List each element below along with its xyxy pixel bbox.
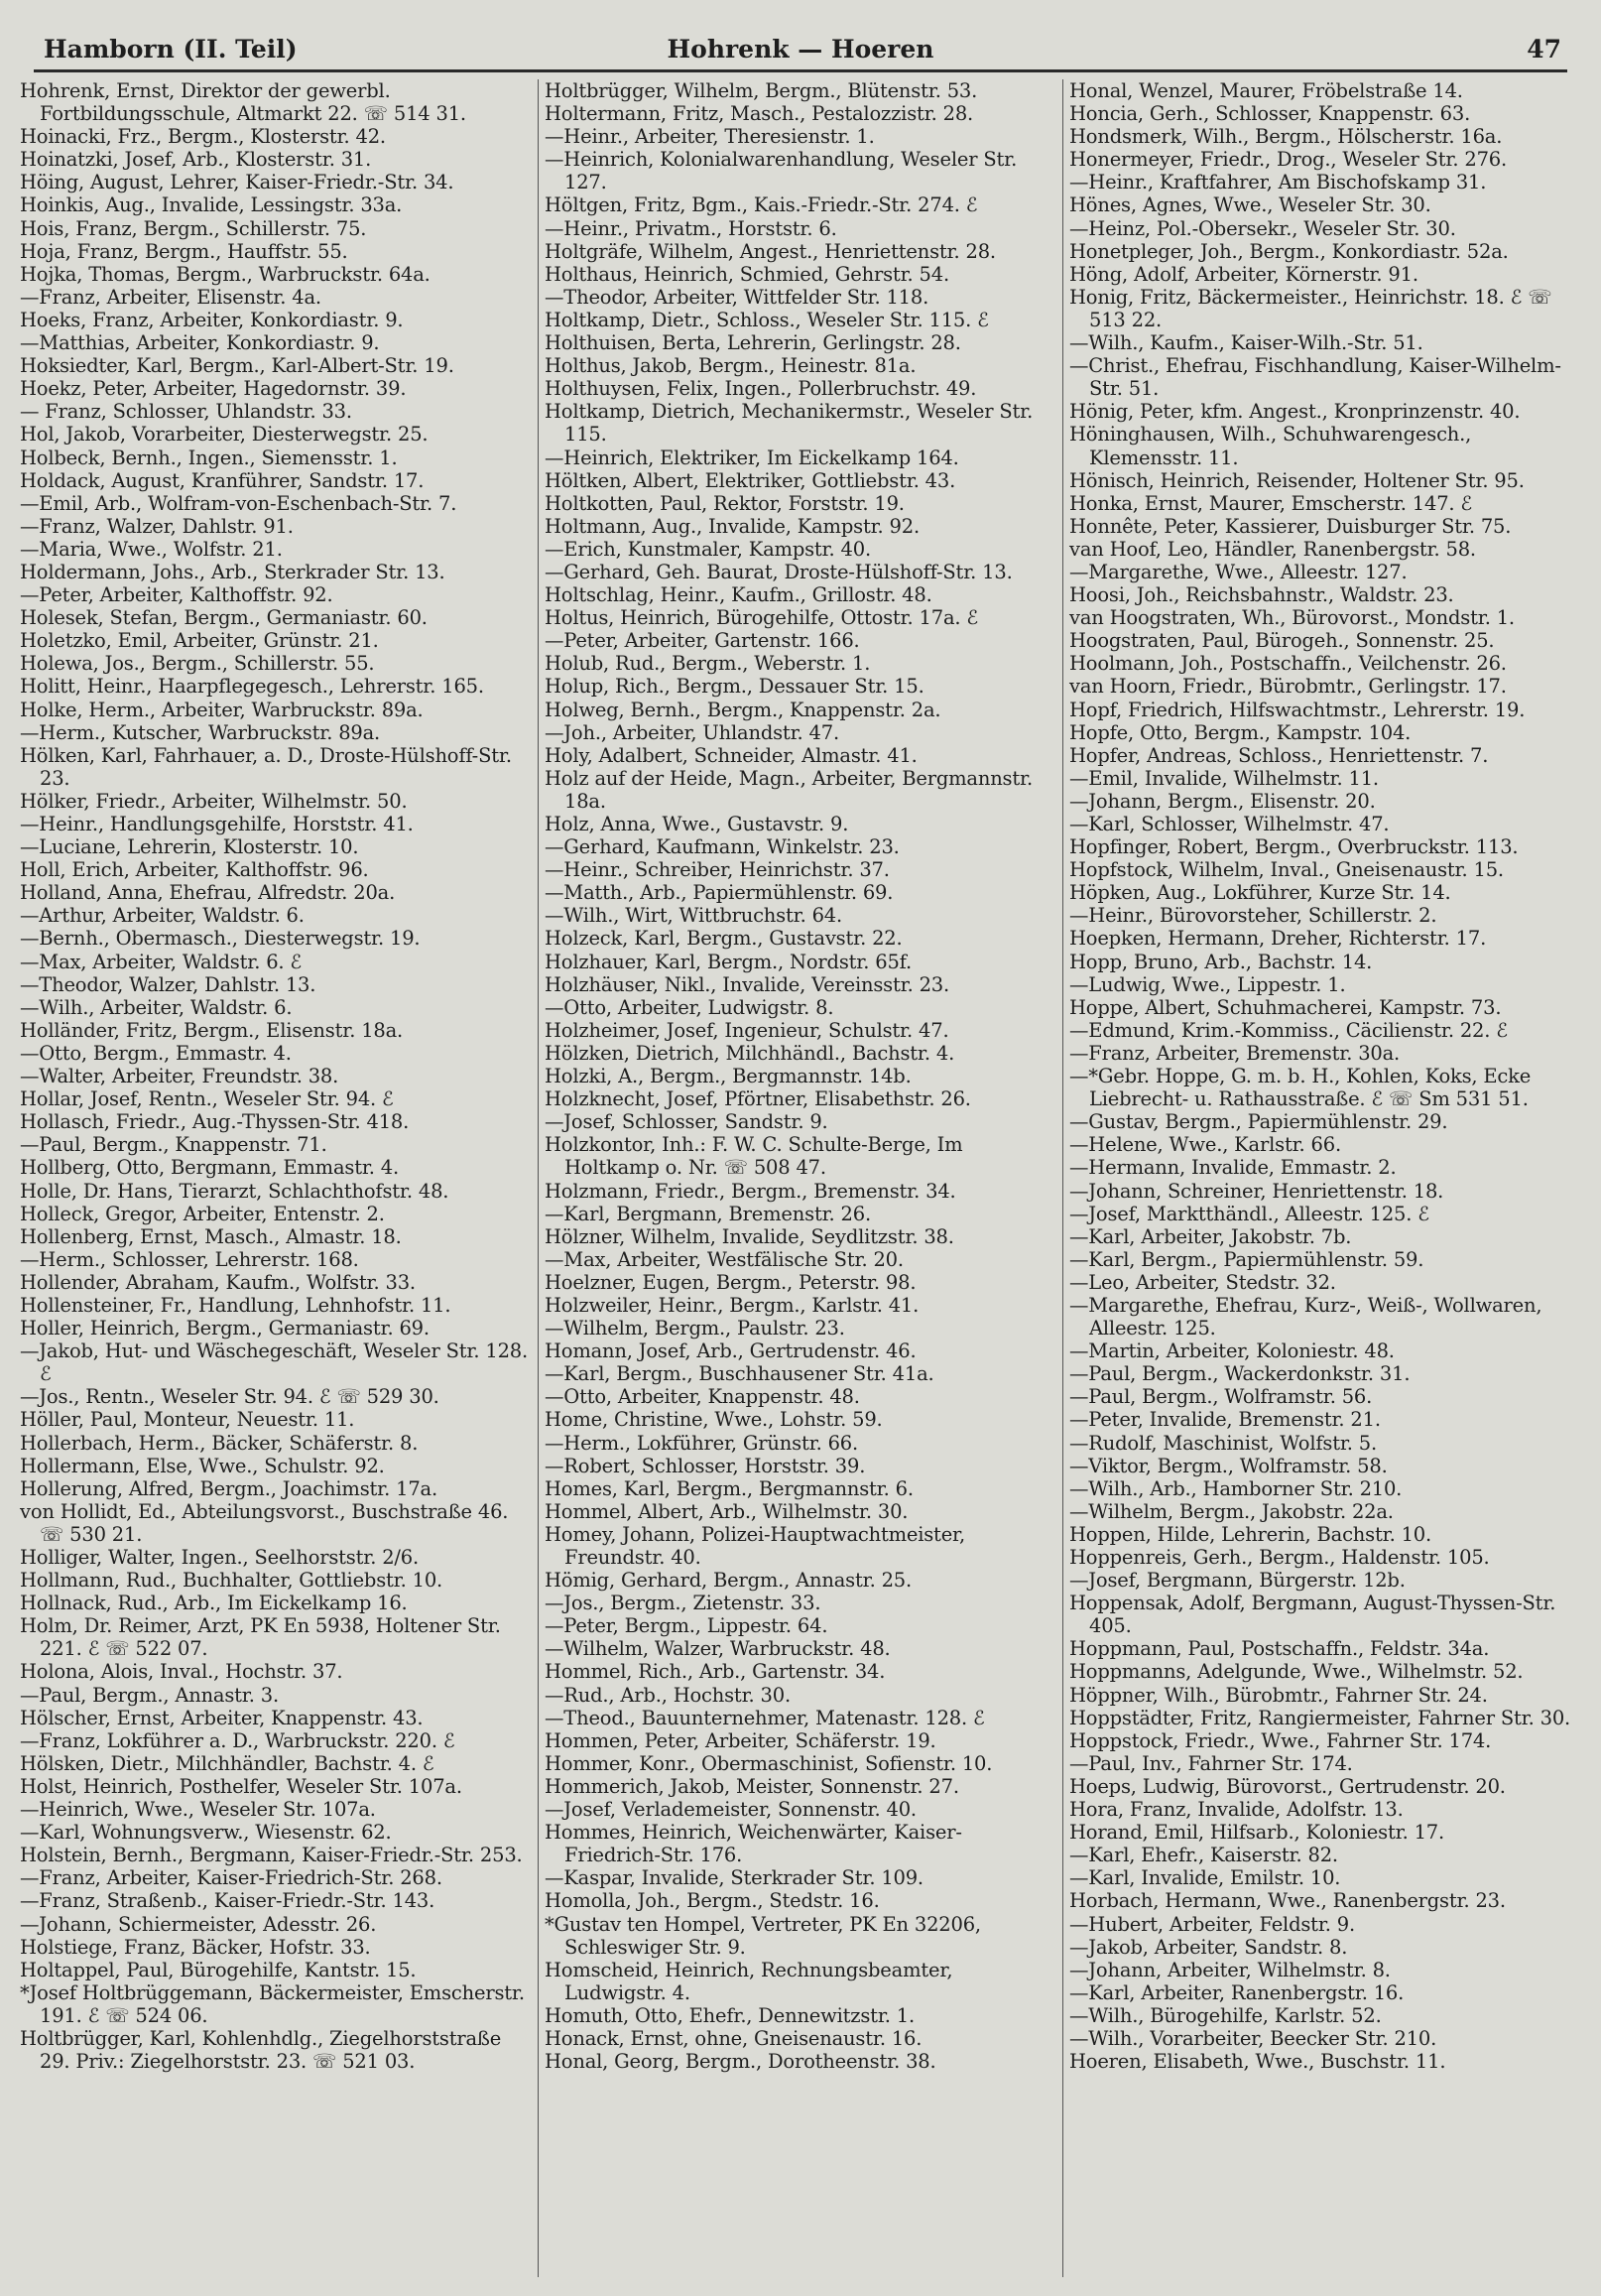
directory-entry: —Maria, Wwe., Wolfstr. 21. [20,537,283,561]
directory-entry: Höltken, Albert, Elektriker, Gottliebstr. 43. [545,468,956,492]
directory-entry: Hommes, Heinrich, Weichenwärter, Kaiser-Friedrich-Str. 176. [545,1821,962,1867]
directory-entry: Holthaus, Heinrich, Schmied, Gehrstr. 54. [545,262,949,286]
directory-entry: —Wilh., Arbeiter, Waldstr. 6. [20,995,293,1019]
directory-entry: Hölzner, Wilhelm, Invalide, Seydlitzstr. 38. [545,1224,954,1248]
directory-entry: Hollermann, Else, Wwe., Schulstr. 92. [20,1454,385,1477]
directory-entry: —Heinr., Bürovorsteher, Schillerstr. 2. [1069,904,1437,928]
directory-entry: Holdermann, Johs., Arb., Sterkrader Str. 13. [20,560,445,583]
directory-entry: Holzeck, Karl, Bergm., Gustavstr. 22. [545,927,903,951]
directory-entry: —Franz, Lokführer a. D., Warbruckstr. 220. ℰ [20,1728,455,1752]
directory-entry: Hoppmanns, Adelgunde, Wwe., Wilhelmstr. 52. [1069,1660,1524,1684]
directory-entry: —Christ., Ehefrau, Fischhandlung, Kaiser-Wilhelm-Str. 51. [1069,354,1561,401]
directory-entry: Honcia, Gerh., Schlosser, Knappenstr. 63. [1069,102,1471,126]
directory-entry: —Wilh., Vorarbeiter, Beecker Str. 210. [1069,2026,1437,2050]
directory-entry: —Peter, Bergm., Lippestr. 64. [545,1614,828,1638]
directory-entry: —Paul, Inv., Fahrner Str. 174. [1069,1751,1353,1775]
directory-entry: Hoksiedter, Karl, Bergm., Karl-Albert-Str. 19. [20,354,454,378]
directory-entry: Hommer, Konr., Obermaschinist, Sofienstr. 10. [545,1751,993,1775]
directory-entry: Hoolmann, Joh., Postschaffn., Veilchenstr. 26. [1069,652,1507,676]
directory-entry: Holz auf der Heide, Magn., Arbeiter, Bergmannstr. 18a. [545,766,1033,813]
directory-entry: Holzknecht, Josef, Pförtner, Elisabethstr. 26. [545,1087,971,1111]
directory-entry: —Karl, Arbeiter, Jakobstr. 7b. [1069,1224,1352,1248]
directory-entry: van Hoorn, Friedr., Bürobmtr., Gerlingstr. 17. [1069,675,1507,699]
directory-entry: Holtbrügger, Karl, Kohlenhdlg., Ziegelhorststraße 29. Priv.: Ziegelhorststr. 23. ☏ 521 03. [20,2026,502,2074]
directory-entry: Hoppensak, Adolf, Bergmann, August-Thyssen-Str. 405. [1069,1592,1556,1638]
directory-entry: —Edmund, Krim.-Kommiss., Cäcilienstr. 22. ℰ [1069,1018,1508,1042]
directory-entry: —Wilhelm, Bergm., Paulstr. 23. [545,1317,845,1340]
directory-entry: —Herm., Lokführer, Grünstr. 66. [545,1431,858,1455]
directory-entry: Holst, Heinrich, Posthelfer, Weseler Str. 107a. [20,1774,462,1798]
directory-entry: —Josef, Verlademeister, Sonnenstr. 40. [545,1798,917,1822]
directory-entry: —Max, Arbeiter, Waldstr. 6. ℰ [20,950,303,973]
directory-entry: —Luciane, Lehrerin, Klosterstr. 10. [20,835,359,859]
directory-entry: Holthus, Jakob, Bergm., Heinestr. 81a. [545,354,917,378]
directory-entry: Hölker, Friedr., Arbeiter, Wilhelmstr. 50. [20,789,408,813]
directory-entry: Holweg, Bernh., Bergm., Knappenstr. 2a. [545,698,941,721]
directory-entry: —Robert, Schlosser, Horststr. 39. [545,1454,866,1477]
directory-entry: Holle, Dr. Hans, Tierarzt, Schlachthofstr. 48. [20,1179,449,1203]
page-header [34,24,1567,72]
directory-entry: Hömig, Gerhard, Bergm., Annastr. 25. [545,1569,912,1593]
directory-entry: Hollnack, Rud., Arb., Im Eickelkamp 16. [20,1592,408,1615]
directory-entry: Holländer, Fritz, Bergm., Elisenstr. 18a. [20,1018,404,1042]
directory-entry: —Jakob, Hut- und Wäschegeschäft, Weseler Str. 128. ℰ [20,1339,528,1386]
directory-entry: Holm, Dr. Reimer, Arzt, PK En 5938, Holtener Str. 221. ℰ ☏ 522 07. [20,1614,501,1661]
directory-entry: —Ludwig, Wwe., Lippestr. 1. [1069,972,1346,996]
directory-entry: Holliger, Walter, Ingen., Seelhorststr. 2/6. [20,1546,419,1569]
directory-entry: Holona, Alois, Inval., Hochstr. 37. [20,1660,343,1684]
directory-entry: Hoppe, Albert, Schuhmacherei, Kampstr. 73. [1069,995,1502,1019]
directory-entry: Hois, Franz, Bergm., Schillerstr. 75. [20,216,367,240]
directory-entry: —Hubert, Arbeiter, Feldstr. 9. [1069,1912,1356,1936]
directory-entry: —Franz, Straßenb., Kaiser-Friedr.-Str. 143. [20,1889,435,1913]
directory-entry: —Viktor, Bergm., Wolframstr. 58. [1069,1454,1388,1477]
directory-entry: —Gerhard, Kaufmann, Winkelstr. 23. [545,835,900,859]
column-2 [538,79,1062,2277]
directory-entry: —Heinrich, Elektriker, Im Eickelkamp 164. [545,446,959,469]
directory-entry: Holthuysen, Felix, Ingen., Pollerbruchstr. 49. [545,377,977,401]
directory-entry: van Hoof, Leo, Händler, Ranenbergstr. 58. [1069,537,1476,561]
directory-entry: —Walter, Arbeiter, Freundstr. 38. [20,1065,339,1088]
directory-entry: Holtkotten, Paul, Rektor, Forststr. 19. [545,491,905,515]
directory-entry: Hoekz, Peter, Arbeiter, Hagedornstr. 39. [20,377,407,401]
directory-entry: —Jakob, Arbeiter, Sandstr. 8. [1069,1935,1348,1959]
directory-entry: Holzmann, Friedr., Bergm., Bremenstr. 34. [545,1179,956,1203]
directory-entry: —Franz, Arbeiter, Bremenstr. 30a. [1069,1041,1401,1065]
directory-entry: —Heinrich, Wwe., Weseler Str. 107a. [20,1798,376,1822]
directory-entry: Hollerung, Alfred, Bergm., Joachimstr. 17a. [20,1476,437,1500]
directory-entry: —Karl, Bergmann, Bremenstr. 26. [545,1202,871,1225]
directory-entry: Hoppstock, Friedr., Wwe., Fahrner Str. 174. [1069,1728,1492,1752]
directory-entry: *Gustav ten Hompel, Vertreter, PK En 32206, Schleswiger Str. 9. [545,1912,981,1959]
directory-entry: Holbeck, Bernh., Ingen., Siemensstr. 1. [20,446,398,469]
directory-entry: —Theodor, Walzer, Dahlstr. 13. [20,972,316,996]
directory-entry: —Herm., Schlosser, Lehrerstr. 168. [20,1247,359,1271]
directory-entry: Holz, Anna, Wwe., Gustavstr. 9. [545,813,849,835]
directory-entry: —Otto, Arbeiter, Ludwigstr. 8. [545,995,834,1019]
directory-entry: Hoppen, Hilde, Lehrerin, Bachstr. 10. [1069,1522,1431,1546]
directory-entry: —Heinr., Handlungsgehilfe, Horststr. 41. [20,813,414,835]
directory-entry: Homann, Josef, Arb., Gertrudenstr. 46. [545,1339,917,1363]
directory-entry: —Johann, Schiermeister, Adesstr. 26. [20,1912,377,1936]
directory-entry: Holstiege, Franz, Bäcker, Hofstr. 33. [20,1935,371,1959]
directory-entry: —Wilh., Bürogehilfe, Karlstr. 52. [1069,2003,1382,2027]
directory-entry: —Gerhard, Geh. Baurat, Droste-Hülshoff-Str. 13. [545,560,1013,583]
directory-entry: Honack, Ernst, ohne, Gneisenaustr. 16. [545,2026,923,2050]
directory-entry: Homey, Johann, Polizei-Hauptwachtmeister, Freundstr. 40. [545,1522,966,1569]
directory-entry: Holzhäuser, Nikl., Invalide, Vereinsstr. 23. [545,972,949,996]
directory-entry: Hopfe, Otto, Bergm., Kampstr. 104. [1069,720,1412,744]
directory-entry: Holke, Herm., Arbeiter, Warbruckstr. 89a. [20,698,424,721]
directory-entry: Hoelzner, Eugen, Bergm., Peterstr. 98. [545,1270,917,1294]
directory-entry: Holetzko, Emil, Arbeiter, Grünstr. 21. [20,629,379,653]
directory-entry: —Wilhelm, Bergm., Jakobstr. 22a. [1069,1499,1394,1523]
directory-entry: —Theod., Bauunternehmer, Matenastr. 128. ℰ [545,1706,985,1729]
directory-entry: Holtkamp, Dietr., Schloss., Weseler Str. 115. ℰ [545,308,989,331]
directory-entry: Hojka, Thomas, Bergm., Warbruckstr. 64a. [20,262,431,286]
directory-entry: Höpken, Aug., Lokführer, Kurze Str. 14. [1069,881,1451,905]
directory-entry: —Joh., Arbeiter, Uhlandstr. 47. [545,720,839,744]
directory-entry: Hölken, Karl, Fahrhauer, a. D., Droste-Hülshoff-Str. 23. [20,743,512,790]
directory-entry: Hommen, Peter, Arbeiter, Schäferstr. 19. [545,1728,936,1752]
directory-entry: —Erich, Kunstmaler, Kampstr. 40. [545,537,871,561]
directory-entry: —Paul, Bergm., Knappenstr. 71. [20,1133,327,1157]
directory-entry: —Peter, Arbeiter, Gartenstr. 166. [545,629,860,653]
directory-entry: van Hoogstraten, Wh., Bürovorst., Mondstr. 1. [1069,606,1515,630]
directory-entry: Holtappel, Paul, Bürogehilfe, Kantstr. 15. [20,1958,417,1981]
directory-entry: Hopfinger, Robert, Bergm., Overbruckstr. 113. [1069,835,1519,859]
directory-entry: —Johann, Arbeiter, Wilhelmstr. 8. [1069,1958,1391,1981]
directory-entry: Hölsken, Dietr., Milchhändler, Bachstr. 4. ℰ [20,1751,434,1775]
directory-entry: —Wilh., Wirt, Wittbruchstr. 64. [545,904,843,928]
directory-entry: Holzki, A., Bergm., Bergmannstr. 14b. [545,1065,912,1088]
column-3 [1062,79,1587,2277]
directory-entry: —Margarethe, Wwe., Alleestr. 127. [1069,560,1408,583]
directory-entry: Holewa, Jos., Bergm., Schillerstr. 55. [20,652,375,676]
directory-entry: —Franz, Arbeiter, Elisenstr. 4a. [20,285,321,309]
directory-entry: Holler, Heinrich, Bergm., Germaniastr. 69. [20,1317,430,1340]
directory-entry: —Rud., Arb., Hochstr. 30. [545,1683,791,1707]
directory-entry: Homolla, Joh., Bergm., Stedstr. 16. [545,1889,880,1913]
directory-entry: Hollasch, Friedr., Aug.-Thyssen-Str. 418. [20,1110,410,1134]
directory-entry: Hönes, Agnes, Wwe., Weseler Str. 30. [1069,193,1431,217]
directory-entry: —Emil, Invalide, Wilhelmstr. 11. [1069,766,1379,790]
directory-entry: Horbach, Hermann, Wwe., Ranenbergstr. 23. [1069,1889,1506,1913]
directory-entry: —Heinz, Pol.-Obersekr., Weseler Str. 30. [1069,216,1456,240]
directory-entry: —Wilh., Kaufm., Kaiser-Wilh.-Str. 51. [1069,331,1423,355]
directory-entry: Holzhauer, Karl, Bergm., Nordstr. 65f. [545,950,912,973]
directory-entry: Honermeyer, Friedr., Drog., Weseler Str. 276. [1069,148,1508,172]
directory-entry: —Rudolf, Maschinist, Wolfstr. 5. [1069,1431,1378,1455]
header-range: Hohrenk — Hoeren [667,35,934,64]
directory-entry: Holzkontor, Inh.: F. W. C. Schulte-Berge, Im Holtkamp o. Nr. ☏ 508 47. [545,1133,963,1180]
directory-entry: Höing, August, Lehrer, Kaiser-Friedr.-Str. 34. [20,171,454,194]
directory-entry: Hohrenk, Ernst, Direktor der gewerbl. Fortbildungsschule, Altmarkt 22. ☏ 514 31. [20,79,466,126]
directory-entry: —Wilh., Arb., Hamborner Str. 210. [1069,1476,1403,1500]
directory-entry: Honnête, Peter, Kassierer, Duisburger Str. 75. [1069,514,1512,538]
directory-entry: Hopfer, Andreas, Schloss., Henriettenstr. 7. [1069,743,1489,767]
directory-entry: Homscheid, Heinrich, Rechnungsbeamter, Ludwigstr. 4. [545,1958,953,2004]
directory-entry: Horand, Emil, Hilfsarb., Koloniestr. 17. [1069,1821,1444,1845]
directory-entry: —Otto, Bergm., Emmastr. 4. [20,1041,292,1065]
directory-entry: —Wilhelm, Walzer, Warbruckstr. 48. [545,1637,891,1661]
directory-entry: —Karl, Invalide, Emilstr. 10. [1069,1866,1341,1890]
directory-entry: —Bernh., Obermasch., Diesterwegstr. 19. [20,927,421,951]
directory-entry: Hommerich, Jakob, Meister, Sonnenstr. 27. [545,1774,959,1798]
directory-entry: —Gustav, Bergm., Papiermühlenstr. 29. [1069,1110,1448,1134]
directory-entry: Holtus, Heinrich, Bürogehilfe, Ottostr. 17a. ℰ [545,606,978,630]
directory-entry: —Theodor, Arbeiter, Wittfelder Str. 118. [545,285,929,309]
directory-entry: —Karl, Bergm., Buschhausener Str. 41a. [545,1362,934,1386]
directory-entry: —Matthias, Arbeiter, Konkordiastr. 9. [20,331,380,355]
directory-entry: —Martin, Arbeiter, Koloniestr. 48. [1069,1339,1395,1363]
directory-entry: Holtgräfe, Wilhelm, Angest., Henriettenstr. 28. [545,239,996,263]
directory-entry: Honetpleger, Joh., Bergm., Konkordiastr. 52a. [1069,239,1509,263]
directory-entry: —Josef, Schlosser, Sandstr. 9. [545,1110,828,1134]
directory-entry: Holy, Adalbert, Schneider, Almastr. 41. [545,743,918,767]
directory-entry: —Hermann, Invalide, Emmastr. 2. [1069,1156,1397,1180]
header-section-title: Hamborn (II. Teil) [44,35,298,64]
directory-entry: Hopf, Friedrich, Hilfswachtmstr., Lehrerstr. 19. [1069,698,1526,721]
directory-entry: Holtschlag, Heinr., Kaufm., Grillostr. 48. [545,583,932,607]
directory-entry: —Jos., Bergm., Zietenstr. 33. [545,1592,821,1615]
directory-entry: Hoppmann, Paul, Postschaffn., Feldstr. 34a. [1069,1637,1490,1661]
directory-entry: Holleck, Gregor, Arbeiter, Entenstr. 2. [20,1202,385,1225]
directory-entry: —Peter, Arbeiter, Kalthoffstr. 92. [20,583,333,607]
directory-entry: Hoepken, Hermann, Dreher, Richterstr. 17. [1069,927,1487,951]
directory-entry: —Franz, Arbeiter, Kaiser-Friedrich-Str. 268. [20,1866,442,1890]
directory-entry: —Paul, Bergm., Wackerdonkstr. 31. [1069,1362,1411,1386]
directory-entry: Höltgen, Fritz, Bgm., Kais.-Friedr.-Str. 274. ℰ [545,193,978,217]
directory-entry: —Franz, Walzer, Dahlstr. 91. [20,514,294,538]
directory-entry: —Heinr., Arbeiter, Theresienstr. 1. [545,125,875,149]
directory-entry: Hoogstraten, Paul, Bürogeh., Sonnenstr. 25. [1069,629,1495,653]
directory-entry: —Paul, Bergm., Wolframstr. 56. [1069,1385,1373,1409]
directory-entry: —Karl, Wohnungsverw., Wiesenstr. 62. [20,1821,392,1845]
column-1 [14,79,538,2277]
directory-entry: — Franz, Schlosser, Uhlandstr. 33. [20,400,352,424]
directory-entry: von Hollidt, Ed., Abteilungsvorst., Buschstraße 46. ☏ 530 21. [20,1499,509,1546]
directory-entry: Höppner, Wilh., Bürobmtr., Fahrner Str. 24. [1069,1683,1488,1707]
directory-entry: Hoeps, Ludwig, Bürovorst., Gertrudenstr. 20. [1069,1774,1506,1798]
directory-entry: —Heinr., Kraftfahrer, Am Bischofskamp 31. [1069,171,1487,194]
directory-entry: —Margarethe, Ehefrau, Kurz-, Weiß-, Wollwaren, Alleestr. 125. [1069,1293,1542,1340]
directory-entry: Holub, Rud., Bergm., Weberstr. 1. [545,652,871,676]
directory-entry: —Josef, Marktthändl., Alleestr. 125. ℰ [1069,1202,1429,1225]
directory-columns [14,79,1587,2277]
directory-entry: Hollmann, Rud., Buchhalter, Gottliebstr. 10. [20,1569,443,1593]
directory-entry: Hoosi, Joh., Reichsbahnstr., Waldstr. 23. [1069,583,1454,607]
directory-entry: Hoinkis, Aug., Invalide, Lessingstr. 33a. [20,193,403,217]
directory-entry: Honig, Fritz, Bäckermeister., Heinrichstr. 18. ℰ ☏ 513 22. [1069,285,1552,331]
directory-entry: Home, Christine, Wwe., Lohstr. 59. [545,1408,883,1432]
directory-entry: —Heinr., Schreiber, Heinrichstr. 37. [545,858,890,882]
directory-entry: —Leo, Arbeiter, Stedstr. 32. [1069,1270,1336,1294]
directory-entry: Honal, Wenzel, Maurer, Fröbelstraße 14. [1069,79,1463,102]
directory-entry: Holzheimer, Josef, Ingenieur, Schulstr. 47. [545,1018,949,1042]
directory-entry: Hönisch, Heinrich, Reisender, Holtener Str. 95. [1069,468,1525,492]
directory-entry: —Matth., Arb., Papiermühlenstr. 69. [545,881,894,905]
directory-entry: *Josef Holtbrüggemann, Bäckermeister, Emscherstr. 191. ℰ ☏ 524 06. [20,1980,525,2027]
directory-entry: —Karl, Bergm., Papiermühlenstr. 59. [1069,1247,1424,1271]
directory-entry: Hollender, Abraham, Kaufm., Wolfstr. 33. [20,1270,416,1294]
directory-entry: Hoeren, Elisabeth, Wwe., Buschstr. 11. [1069,2050,1446,2074]
directory-entry: —Peter, Invalide, Bremenstr. 21. [1069,1408,1381,1432]
directory-entry: Honka, Ernst, Maurer, Emscherstr. 147. ℰ [1069,491,1473,515]
directory-entry: Hommel, Albert, Arb., Wilhelmstr. 30. [545,1499,909,1523]
directory-entry: Hönig, Peter, kfm. Angest., Kronprinzenstr. 40. [1069,400,1521,424]
directory-entry: Honal, Georg, Bergm., Dorotheenstr. 38. [545,2050,936,2074]
directory-entry: —Emil, Arb., Wolfram-von-Eschenbach-Str. 7. [20,491,457,515]
directory-entry: Hollenberg, Ernst, Masch., Almastr. 18. [20,1224,402,1248]
directory-entry: Holitt, Heinr., Haarpflegegesch., Lehrerstr. 165. [20,675,484,699]
directory-entry: Hopfstock, Wilhelm, Inval., Gneisenaustr. 15. [1069,858,1504,882]
directory-entry: Hoinatzki, Josef, Arb., Klosterstr. 31. [20,148,372,172]
directory-entry: Holtbrügger, Wilhelm, Bergm., Blütenstr. 53. [545,79,978,102]
directory-entry: Hol, Jakob, Vorarbeiter, Diesterwegstr. 25. [20,423,429,446]
directory-entry: Holzweiler, Heinr., Bergm., Karlstr. 41. [545,1293,920,1317]
directory-entry: Hondsmerk, Wilh., Bergm., Hölscherstr. 16a. [1069,125,1503,149]
directory-entry: —Kaspar, Invalide, Sterkrader Str. 109. [545,1866,924,1890]
directory-entry: Holdack, August, Kranführer, Sandstr. 17. [20,468,425,492]
directory-entry: Hoppstädter, Fritz, Rangiermeister, Fahrner Str. 30. [1069,1706,1571,1729]
directory-entry: —Herm., Kutscher, Warbruckstr. 89a. [20,720,381,744]
directory-entry: Hölzken, Dietrich, Milchhändl., Bachstr. 4. [545,1041,955,1065]
directory-entry: —Paul, Bergm., Annastr. 3. [20,1683,279,1707]
directory-entry: Holl, Erich, Arbeiter, Kalthoffstr. 96. [20,858,369,882]
directory-entry: Homes, Karl, Bergm., Bergmannstr. 6. [545,1476,914,1500]
directory-entry: Hora, Franz, Invalide, Adolfstr. 13. [1069,1798,1404,1822]
directory-entry: Holup, Rich., Bergm., Dessauer Str. 15. [545,675,924,699]
directory-entry: Holland, Anna, Ehefrau, Alfredstr. 20a. [20,881,396,905]
directory-entry: Hollar, Josef, Rentn., Weseler Str. 94. ℰ [20,1087,394,1111]
directory-entry: Holtkamp, Dietrich, Mechanikermstr., Weseler Str. 115. [545,400,1034,446]
directory-entry: —Max, Arbeiter, Westfälische Str. 20. [545,1247,904,1271]
directory-entry: Holtmann, Aug., Invalide, Kampstr. 92. [545,514,920,538]
directory-entry: Höng, Adolf, Arbeiter, Körnerstr. 91. [1069,262,1418,286]
directory-entry: Hölscher, Ernst, Arbeiter, Knappenstr. 43. [20,1706,424,1729]
directory-entry: Holstein, Bernh., Bergmann, Kaiser-Friedr.-Str. 253. [20,1844,523,1867]
directory-entry: —Jos., Rentn., Weseler Str. 94. ℰ ☏ 529 30. [20,1385,439,1409]
directory-entry: Hopp, Bruno, Arb., Bachstr. 14. [1069,950,1373,973]
directory-entry: —Johann, Bergm., Elisenstr. 20. [1069,789,1376,813]
directory-entry: —Heinrich, Kolonialwarenhandlung, Weseler Str. 127. [545,148,1018,194]
directory-entry: —Heinr., Privatm., Horststr. 6. [545,216,837,240]
directory-entry: —Karl, Schlosser, Wilhelmstr. 47. [1069,813,1390,835]
directory-entry: Höninghausen, Wilh., Schuhwarengesch., Klemensstr. 11. [1069,423,1472,469]
directory-entry: —Arthur, Arbeiter, Waldstr. 6. [20,904,305,928]
directory-entry: —Helene, Wwe., Karlstr. 66. [1069,1133,1341,1157]
directory-entry: Hoja, Franz, Bergm., Hauffstr. 55. [20,239,348,263]
directory-entry: —Johann, Schreiner, Henriettenstr. 18. [1069,1179,1444,1203]
directory-entry: Hollensteiner, Fr., Handlung, Lehnhofstr. 11. [20,1293,451,1317]
directory-entry: Holthuisen, Berta, Lehrerin, Gerlingstr. 28. [545,331,961,355]
directory-entry: —Karl, Arbeiter, Ranenbergstr. 16. [1069,1980,1405,2004]
directory-entry: —Karl, Ehefr., Kaiserstr. 82. [1069,1844,1338,1867]
directory-entry: —Josef, Bergmann, Bürgerstr. 12b. [1069,1569,1406,1593]
directory-entry: —Otto, Arbeiter, Knappenstr. 48. [545,1385,860,1409]
directory-entry: Hoinacki, Frz., Bergm., Klosterstr. 42. [20,125,386,149]
directory-entry: Holtermann, Fritz, Masch., Pestalozzistr. 28. [545,102,974,126]
directory-entry: —*Gebr. Hoppe, G. m. b. H., Kohlen, Koks, Ecke Liebrecht- u. Rathausstraße. ℰ ☏ Sm 531 51. [1069,1065,1532,1111]
directory-entry: Höller, Paul, Monteur, Neuestr. 11. [20,1408,355,1432]
directory-entry: Homuth, Otto, Ehefr., Dennewitzstr. 1. [545,2003,916,2027]
page-number: 47 [1527,35,1561,64]
directory-entry: Hollberg, Otto, Bergmann, Emmastr. 4. [20,1156,400,1180]
directory-entry: Hollerbach, Herm., Bäcker, Schäferstr. 8. [20,1431,419,1455]
directory-entry: Holesek, Stefan, Bergm., Germaniastr. 60. [20,606,428,630]
directory-entry: Hommel, Rich., Arb., Gartenstr. 34. [545,1660,886,1684]
directory-entry: Hoeks, Franz, Arbeiter, Konkordiastr. 9. [20,308,404,331]
directory-entry: Hoppenreis, Gerh., Bergm., Haldenstr. 105. [1069,1546,1490,1569]
